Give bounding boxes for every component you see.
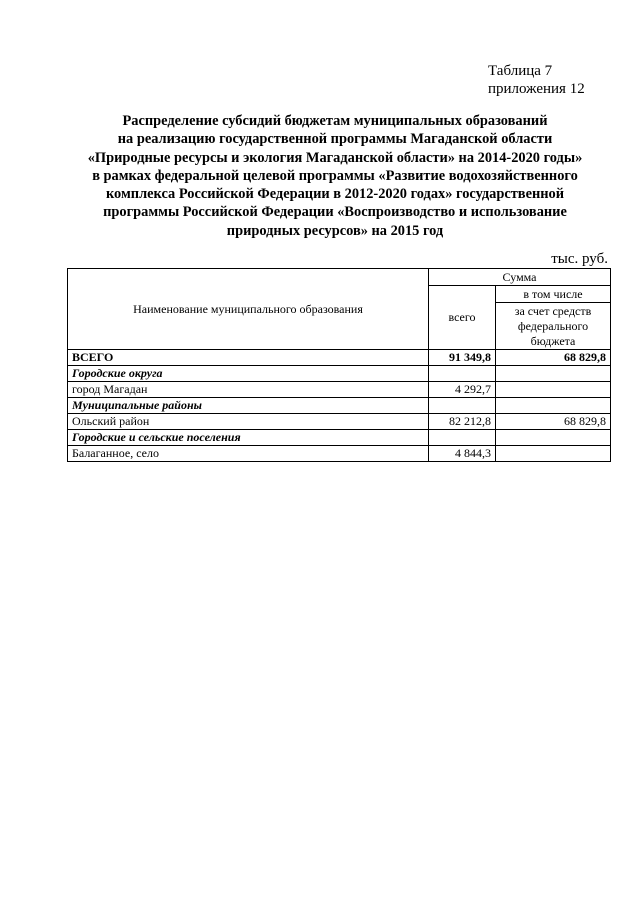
row-value-all: 4 844,3 (429, 446, 496, 462)
row-value-federal (496, 446, 611, 462)
table-row-section (68, 430, 611, 446)
row-value-all (429, 430, 496, 446)
column-header-including: в том числе (496, 286, 611, 303)
row-name: Ольский район (68, 414, 429, 430)
column-header-sum: Сумма (429, 269, 611, 286)
table-row-total (68, 350, 611, 366)
row-name: Городские и сельские поселения (68, 430, 429, 446)
table-row-section (68, 366, 611, 382)
title-line: природных ресурсов» на 2015 год (226, 222, 444, 239)
row-value-all: 82 212,8 (429, 414, 496, 430)
column-header-name: Наименование муниципального образования (68, 269, 429, 350)
row-value-federal: 68 829,8 (496, 414, 611, 430)
row-name: Муниципальные районы (68, 398, 429, 414)
title-line: комплекса Российской Федерации в 2012-2020 годах» государственной (105, 186, 565, 203)
column-header-federal: за счет средств федерального бюджета (496, 303, 611, 350)
row-name: город Магадан (68, 382, 429, 398)
row-value-federal (496, 382, 611, 398)
table-number: Таблица 7 (488, 63, 553, 79)
title-line: «Природные ресурсы и экология Магаданской области» на 2014-2020 годы» (87, 149, 583, 166)
row-value-federal (496, 398, 611, 414)
appendix-reference: приложения 12 (488, 81, 585, 97)
units-label: тыс. руб. (551, 251, 608, 267)
title-line: программы Российской Федерации «Воспроизводство и использование (103, 204, 567, 221)
table-header-row (68, 269, 611, 286)
title-line: Распределение субсидий бюджетам муниципальных образований (122, 113, 548, 129)
row-name: Балаганное, село (68, 446, 429, 462)
row-value-all: 4 292,7 (429, 382, 496, 398)
row-value-all (429, 398, 496, 414)
table-row (68, 446, 611, 462)
row-value-all: 91 349,8 (429, 350, 496, 366)
row-value-all (429, 366, 496, 382)
row-value-federal (496, 366, 611, 382)
row-name: ВСЕГО (68, 350, 429, 366)
title-line: в рамках федеральной целевой программы «Развитие водохозяйственного (92, 167, 578, 184)
table-reference (488, 62, 585, 98)
title-line: на реализацию государственной программы Магаданской области (117, 131, 553, 148)
subsidy-table (67, 268, 611, 462)
table-row (68, 382, 611, 398)
row-value-federal (496, 430, 611, 446)
document-title (60, 112, 610, 240)
row-value-federal: 68 829,8 (496, 350, 611, 366)
table-row-section (68, 398, 611, 414)
table-row (68, 414, 611, 430)
row-name: Городские округа (68, 366, 429, 382)
column-header-all: всего (429, 286, 496, 350)
